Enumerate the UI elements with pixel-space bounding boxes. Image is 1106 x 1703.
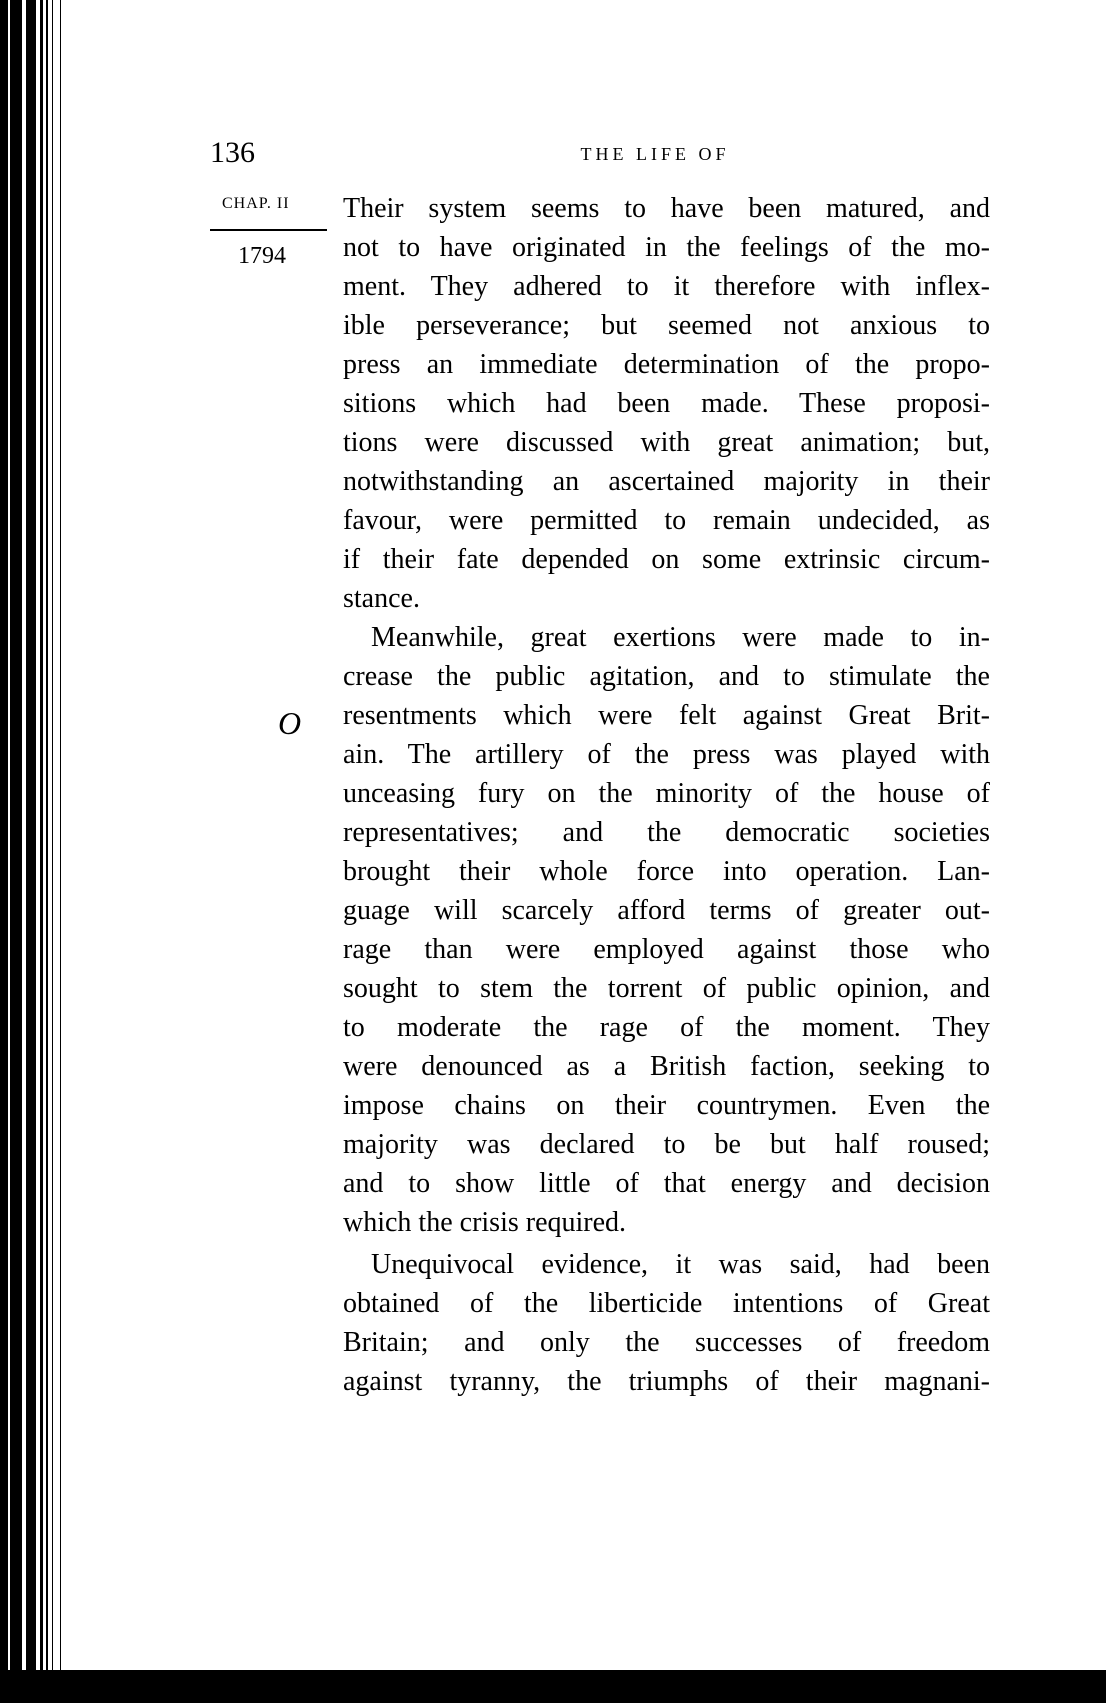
text-line: rage than were employed against those who xyxy=(343,934,990,965)
margin-year: 1794 xyxy=(238,243,286,269)
scan-bottom-border xyxy=(0,1670,1106,1703)
text-line: Meanwhile, great exertions were made to in- xyxy=(371,622,990,653)
text-line: Their system seems to have been matured, and xyxy=(343,193,990,224)
text-line: Britain; and only the successes of freedom xyxy=(343,1327,990,1358)
text-line: sought to stem the torrent of public opinion, and xyxy=(343,973,990,1004)
text-line: ible perseverance; but seemed not anxious to xyxy=(343,310,990,341)
text-line: crease the public agitation, and to stimulate the xyxy=(343,661,990,692)
text-line: majority was declared to be but half roused; xyxy=(343,1129,990,1160)
running-head: THE LIFE OF xyxy=(580,144,730,164)
paragraph xyxy=(343,189,990,618)
text-line: tions were discussed with great animation; but, xyxy=(343,427,990,458)
body-text xyxy=(343,189,990,1401)
margin-rule xyxy=(210,229,327,231)
text-line: unceasing fury on the minority of the house of xyxy=(343,778,990,809)
text-line: Unequivocal evidence, it was said, had been xyxy=(371,1249,990,1280)
text-line: representatives; and the democratic societies xyxy=(343,817,990,848)
text-line: favour, were permitted to remain undecided, as xyxy=(343,505,990,536)
text-line: to moderate the rage of the moment. They xyxy=(343,1012,990,1043)
text-line: ain. The artillery of the press was played with xyxy=(343,739,990,770)
page-number: 136 xyxy=(210,136,255,169)
book-spine-edge xyxy=(0,0,80,1703)
paragraph xyxy=(343,618,990,1242)
text-line: impose chains on their countrymen. Even the xyxy=(343,1090,990,1121)
text-line: ment. They adhered to it therefore with inflex- xyxy=(343,271,990,302)
text-line: press an immediate determination of the propo- xyxy=(343,349,990,380)
text-line: were denounced as a British faction, seeking to xyxy=(343,1051,990,1082)
text-line: resentments which were felt against Great Brit- xyxy=(343,700,990,731)
text-line: brought their whole force into operation. Lan- xyxy=(343,856,990,887)
text-line: if their fate depended on some extrinsic circum- xyxy=(343,544,990,575)
text-line: against tyranny, the triumphs of their magnani- xyxy=(343,1366,990,1397)
text-line: notwithstanding an ascertained majority in their xyxy=(343,466,990,497)
text-line: stance. xyxy=(343,583,420,614)
paragraph xyxy=(343,1245,990,1401)
chapter-label: CHAP. II xyxy=(222,195,290,212)
text-line: sitions which had been made. These proposi- xyxy=(343,388,990,419)
text-line: obtained of the liberticide intentions of Great xyxy=(343,1288,990,1319)
handwritten-mark: O xyxy=(278,705,302,741)
text-line: which the crisis required. xyxy=(343,1207,627,1238)
text-line: not to have originated in the feelings of the mo- xyxy=(343,232,990,263)
text-line: guage will scarcely afford terms of greater out- xyxy=(343,895,990,926)
text-line: and to show little of that energy and decision xyxy=(343,1168,990,1199)
